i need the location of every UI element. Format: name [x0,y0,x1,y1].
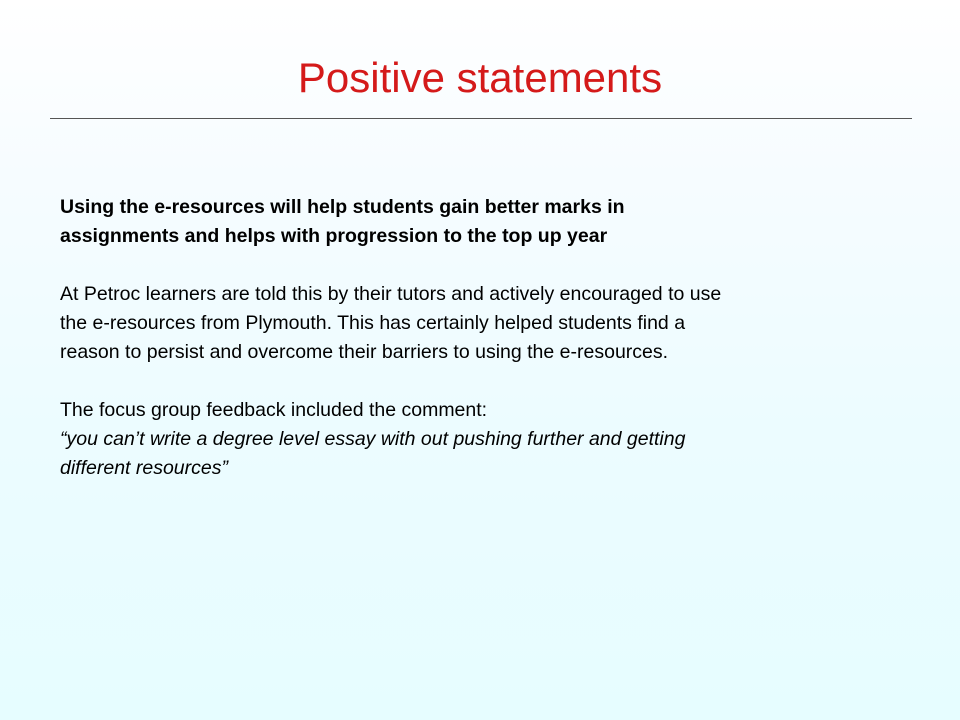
lead-statement [60,193,900,251]
petroc-paragraph [60,280,900,367]
petroc-line-2: the e-resources from Plymouth. This has certainly helped students find a [60,312,686,334]
paragraph-gap [60,367,900,396]
slide-body [60,193,900,483]
petroc-line-1: At Petroc learners are told this by their tutors and actively encouraged to use [60,283,722,305]
lead-line-2: assignments and helps with progression to the top up year [60,225,608,247]
quote-line-1: “you can’t write a degree level essay with out pushing further and getting [60,428,686,450]
quote-line-2: different resources” [60,457,228,479]
lead-line-1: Using the e-resources will help students gain better marks in [60,196,625,218]
paragraph-gap [60,251,900,280]
focus-group-intro: The focus group feedback included the comment: [60,399,488,421]
slide-title: Positive statements [297,54,663,101]
petroc-line-3: reason to persist and overcome their barriers to using the e-resources. [60,341,669,363]
focus-group-paragraph [60,396,900,483]
title-divider [50,118,912,119]
